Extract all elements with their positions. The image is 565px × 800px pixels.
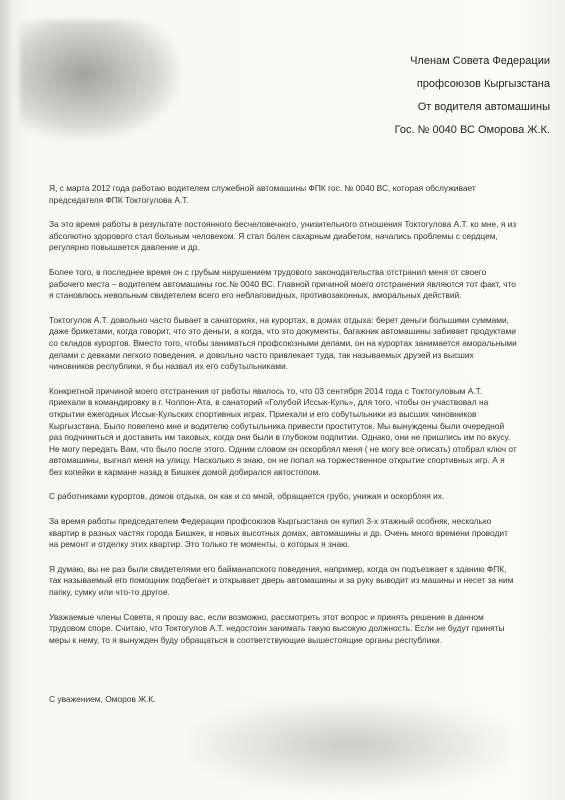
paragraph-8: Я думаю, вы не раз были свидетелями его байманапского поведения, например, когда он подъезжает к зданию ФПК, так называемый его помощник подбегает и открывает дверь автомашины и за руку выводит из машины и несет за ним папку, сумку или что-то другое. [49, 563, 514, 598]
addressee-line-1: Членам Совета Федерации [410, 55, 550, 67]
paragraph-4: Токтогулов А.Т. довольно часто бывает в санаториях, на курортах, в домах отдыха: берет деньги большими суммами, даже брикетами, когда говорит, что это деньги, а когда, что это документы, багажник автомашины забивает продуктами со складов курортов. Вместо того, чтобы заниматься профсоюзными делами, он на курортах занимается аморальными делами с девками легкого поведения, и довольно часто привлекает туда, так называемых друзей из высших чиновников республики, я бы назвал их его собутыльниками. [49, 314, 517, 372]
paragraph-5: Конкретной причиной моего отстранения от работы явилось то, что 03 сентября 2014 года с Токтогуловым А.Т. приехали в командировку в г. Чолпон-Ата, в санаторий «Голубой Иссык-Куль», для того, чтобы он участвовал на открытии ежегодных Иссык-Кульских спортивных играх. Приехали и его собутыльники из высших чиновников Кыргызстана. Было повелено мне и водителю собутыльника привести проституток. Мы вынуждены были очередной раз подчиниться и доставить им таковых, когда они были в глубоком подпитии. Однако, они не пришлись им по вкусу. Не могу передать Вам, что было после этого. Одним словом он оскорблял меня ( не могу все описать) отобрал ключ от автомашины, выгнал меня на улицу. Насколько я знаю, он не попал на торжественное открытие спортивных игр. А я без копейки в кармане назад в Бишкек домой добирался автостопом. [49, 385, 517, 477]
paragraph-6: С работниками курортов, домов отдыха, он как и со мной, обращается грубо, унижая и оскорбляя их. [49, 491, 445, 502]
addressee-line-4: Гос. № 0040 ВС Оморова Ж.К. [394, 124, 550, 136]
addressee-line-2: профсоюзов Кыргызстана [416, 78, 550, 90]
scan-edge-shadow [0, 0, 12, 800]
signature-line: С уважением, Оморов Ж.К. [49, 694, 156, 704]
addressee-line-3: От водителя автомашины [417, 101, 550, 113]
addressee-block [330, 50, 550, 142]
redacted-stamp-area [20, 20, 180, 140]
paragraph-2: За это время работы в результате постоянного бесчеловечного, унизительного отношения Токтогулова А.Т. ко мне, я из абсолютно здорового стал больным человеком. Я стал болен сахарным диабетом, начались проблемы с сердцем, регулярно повышается давление и др. [49, 219, 517, 253]
scan-smudge [190, 700, 510, 790]
paragraph-3: Более того, в последнее время он с грубым нарушением трудового законодательства отстранил меня от своего рабочего места – водителем автомашины гос.№ 0040 ВС. Главной причиной моего отстранения являются тот факт, что я становлюсь невольным свидетелем всего его неблаговидных, противозаконных, аморальных действий. [49, 266, 516, 301]
paragraph-9: Уважаемые члены Совета, я прошу вас, если возможно, рассмотреть этот вопрос и принять решение в данном трудовом споре. Считаю, что Токтогулов А.Т. недостоин занимать такую высокую должность. Если не будут приняты меры к нему, то я вынужден буду обращаться в соответствующие вышестоящие органы республики. [49, 611, 505, 645]
paragraph-7: За время работы председателем Федерации профсоюзов Кыргызстана он купил 3-х этажный особняк, несколько квартир в разных частях города Бишкек, в новых высотных домах, автомашины и др. Очень много времени проводит на ремонт и отделку этих квартир. Это только те моменты, о которых я знаю. [49, 516, 508, 550]
letter-body [49, 183, 519, 659]
paragraph-1: Я, с марта 2012 года работаю водителем служебной автомашины ФПК гос. № 0040 ВС, которая обслуживает председателя ФПК Токтогулова А.Т. [49, 183, 476, 205]
